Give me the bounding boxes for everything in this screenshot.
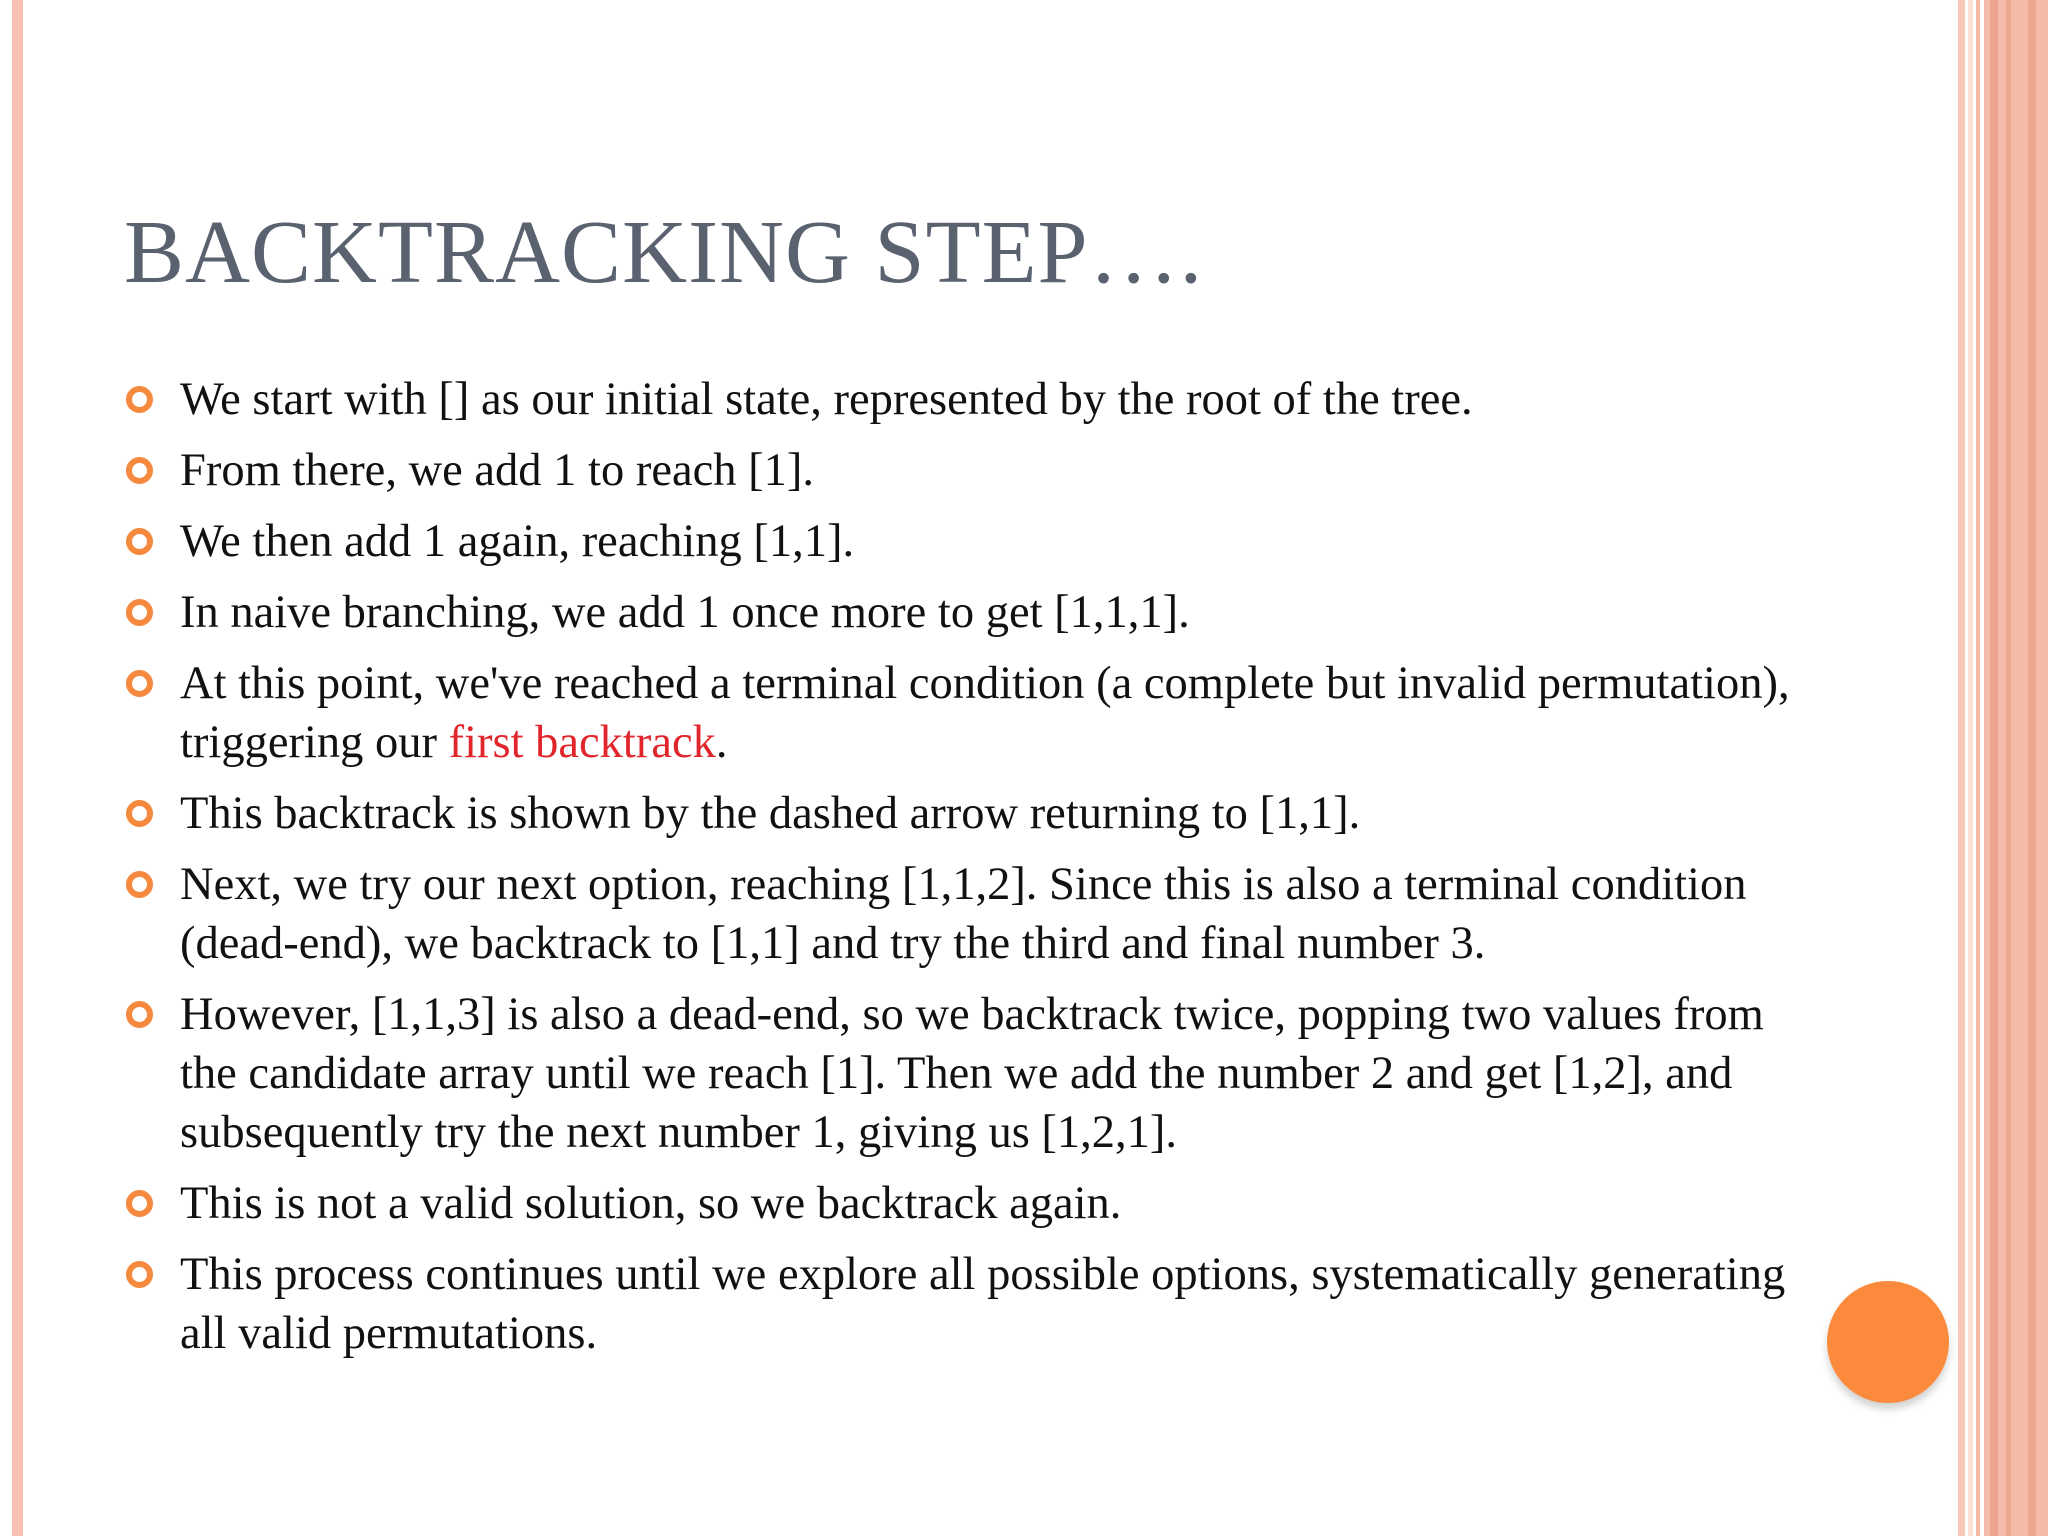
- bullet-item: [124, 855, 1824, 973]
- bullet-item: [124, 370, 1824, 429]
- hollow-circle-bullet-icon: [126, 599, 153, 626]
- bullet-list: [124, 370, 1824, 1375]
- bullet-text: However, [1,1,3] is also a dead-end, so we backtrack twice, popping two values from the candidate array until we reach [1]. Then we add the number 2 and get [1,2], and subsequently try the next number 1, giving us [1,2,1].: [180, 989, 1764, 1158]
- highlighted-phrase: first backtrack: [448, 717, 716, 768]
- bullet-text: In naive branching, we add 1 once more to get [1,1,1].: [180, 587, 1190, 638]
- hollow-circle-bullet-icon: [126, 1190, 153, 1217]
- bullet-text: From there, we add 1 to reach [1].: [180, 445, 814, 496]
- bullet-item: [124, 784, 1824, 843]
- bullet-item: [124, 1245, 1824, 1363]
- hollow-circle-bullet-icon: [126, 457, 153, 484]
- bullet-text: We then add 1 again, reaching [1,1].: [180, 516, 855, 567]
- right-decorative-line: [1976, 0, 1980, 1536]
- bullet-item: [124, 654, 1824, 772]
- hollow-circle-bullet-icon: [126, 386, 153, 413]
- hollow-circle-bullet-icon: [126, 871, 153, 898]
- left-accent-stripe: [12, 0, 23, 1536]
- slide-title: BACKTRACKING STEP….: [124, 203, 1204, 302]
- bullet-text: [180, 658, 1790, 768]
- orange-circle-button[interactable]: [1827, 1281, 1949, 1403]
- bullet-text-part: At this point, we've reached a terminal condition (a complete but invalid permutation), triggering our: [180, 658, 1790, 768]
- right-decorative-line: [2006, 0, 2011, 1536]
- bullet-text: Next, we try our next option, reaching [1,1,2]. Since this is also a terminal condition (dead-end), we backtrack to [1,1] and try the third and final number 3.: [180, 859, 1747, 969]
- right-decorative-line: [1990, 0, 1998, 1536]
- right-decorative-line: [1968, 0, 1973, 1536]
- hollow-circle-bullet-icon: [126, 1001, 153, 1028]
- bullet-item: [124, 1174, 1824, 1233]
- bullet-item: [124, 512, 1824, 571]
- bullet-text: This is not a valid solution, so we backtrack again.: [180, 1178, 1122, 1229]
- hollow-circle-bullet-icon: [126, 1261, 153, 1288]
- hollow-circle-bullet-icon: [126, 528, 153, 555]
- hollow-circle-bullet-icon: [126, 670, 153, 697]
- bullet-item: [124, 441, 1824, 500]
- bullet-text: This process continues until we explore all possible options, systematically generating all valid permutations.: [180, 1249, 1786, 1359]
- bullet-text: We start with [] as our initial state, represented by the root of the tree.: [180, 374, 1473, 425]
- bullet-text-part: .: [715, 717, 728, 768]
- bullet-item: [124, 583, 1824, 642]
- bullet-text: This backtrack is shown by the dashed arrow returning to [1,1].: [180, 788, 1361, 839]
- hollow-circle-bullet-icon: [126, 800, 153, 827]
- bullet-item: [124, 985, 1824, 1162]
- right-decorative-line: [2028, 0, 2036, 1536]
- right-decorative-line: [1958, 0, 1965, 1536]
